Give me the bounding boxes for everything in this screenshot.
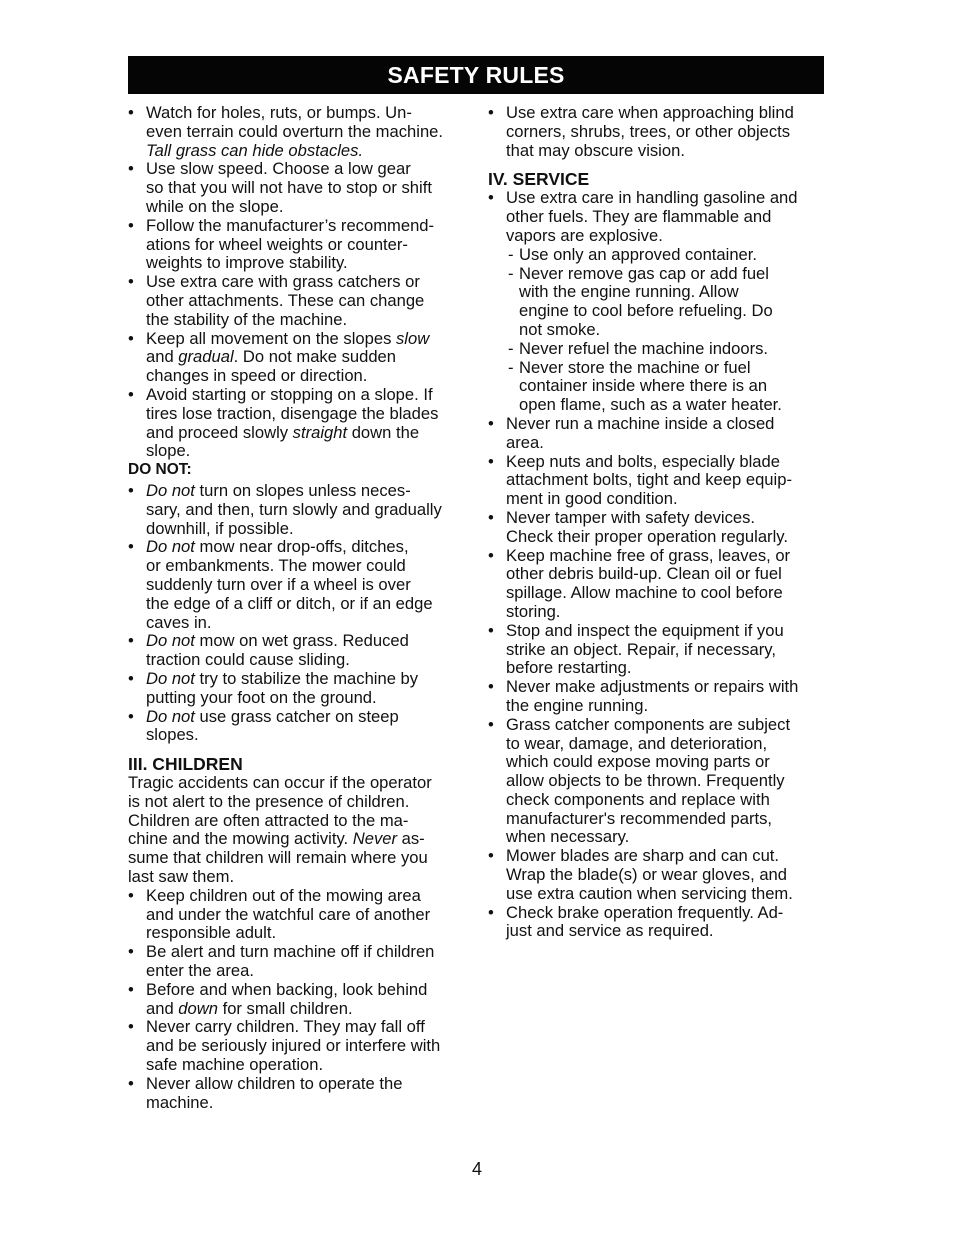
left-column [128, 104, 468, 1112]
bullet-icon: • [488, 507, 494, 527]
list-item: • Do not try to stabilize the machine by putting your foot on the ground. [128, 668, 419, 707]
do-not-heading: DO NOT: [128, 461, 192, 479]
list-item: • Never carry children. They may fall off and be seriously injured or interfere with safe machine operation. [128, 1017, 441, 1075]
list-item: • Do not use grass catcher on steep slopes. [128, 706, 399, 745]
sub-list-item: - Never remove gas cap or add fuel with the engine running. Allow engine to cool before refueling. Do not smoke. [508, 263, 773, 339]
list-item: • Avoid starting or stopping on a slope. If tires lose traction, disengage the blades and proceed slowly straight down the slope. [128, 384, 439, 461]
bullet-icon: • [488, 188, 494, 208]
list-item: • Keep machine free of grass, leaves, or other debris build-up. Clean oil or fuel spillage. Allow machine to cool before storing. [488, 545, 791, 621]
list-item: • Keep children out of the mowing area and under the watchful care of another responsible adult. [128, 885, 431, 943]
list-item: • Follow the manufacturer’s recommend- ations for wheel weights or counter- weights to improve stability. [128, 215, 435, 273]
bullet-icon: • [488, 451, 494, 471]
sub-list-item: - Use only an approved container. [508, 244, 758, 264]
list-item: • Grass catcher components are subject to wear, damage, and deterioration, which could expose moving parts or allow objects to be thrown. Frequently check components and replace with manufacturer's recommended parts, when necessary. [488, 714, 791, 847]
list-item: • Never allow children to operate the machine. [128, 1073, 403, 1112]
bullet-icon: • [488, 103, 494, 122]
bullet-icon: • [128, 1017, 134, 1037]
bullet-icon: • [488, 846, 494, 866]
list-item: • Keep nuts and bolts, especially blade attachment bolts, tight and keep equip- ment in good condition. [488, 451, 792, 509]
bullet-icon: • [488, 714, 494, 734]
bullet-icon: • [128, 537, 134, 557]
list-item: • Check brake operation frequently. Ad- just and service as required. [488, 902, 784, 941]
list-item: • Use slow speed. Choose a low gear so that you will not have to stop or shift while on the slope. [128, 159, 432, 216]
list-item: • Never tamper with safety devices. Check their proper operation regularly. [488, 507, 788, 546]
list-item: • Mower blades are sharp and can cut. Wrap the blade(s) or wear gloves, and use extra caution when servicing them. [488, 846, 793, 903]
bullet-icon: • [128, 631, 134, 651]
bullet-icon: • [128, 979, 134, 999]
dash-icon: - [508, 338, 514, 358]
bullet-icon: • [128, 706, 134, 726]
sub-list-item: - Never store the machine or fuel container inside where there is an open flame, such as a water heater. [508, 357, 782, 415]
dash-icon: - [508, 263, 514, 283]
bullet-icon: • [128, 942, 134, 962]
bullet-icon: • [128, 215, 134, 235]
list-item: • Do not mow near drop-offs, ditches, or embankments. The mower could suddenly turn over if a wheel is over the edge of a cliff or ditch, or if an edge caves in. [128, 537, 433, 632]
list-item: • Before and when backing, look behind and down for small children. [128, 979, 428, 1018]
bullet-icon: • [128, 328, 134, 348]
section-banner [128, 56, 824, 94]
bullet-icon: • [488, 902, 494, 922]
list-item: • Do not turn on slopes unless neces- sary, and then, turn slowly and gradually downhill, if possible. [128, 480, 442, 538]
list-item: • Stop and inspect the equipment if you strike an object. Repair, if necessary, before restarting. [488, 620, 784, 678]
section-heading-service: IV. SERVICE [488, 169, 590, 190]
list-item: • Do not mow on wet grass. Reduced traction could cause sliding. [128, 631, 409, 670]
list-item: • Keep all movement on the slopes slow and gradual. Do not make sudden changes in speed or direction. [128, 328, 430, 386]
bullet-icon: • [128, 885, 134, 905]
list-item: • Use extra care in handling gasoline and other fuels. They are flammable and vapors are explosive. [488, 188, 798, 245]
right-column [488, 104, 824, 941]
bullet-icon: • [128, 159, 134, 179]
list-item: • Use extra care when approaching blind corners, shrubs, trees, or other objects that may obscure vision. [488, 103, 794, 160]
bullet-icon: • [128, 103, 134, 122]
bullet-icon: • [488, 545, 494, 565]
section-heading-children: III. CHILDREN [128, 754, 243, 775]
bullet-icon: • [128, 480, 134, 500]
bullet-icon: • [128, 272, 134, 292]
list-item: • Watch for holes, ruts, or bumps. Un- even terrain could overturn the machine. Tall grass can hide obstacles. [128, 103, 444, 160]
bullet-icon: • [488, 413, 494, 433]
list-item: • Use extra care with grass catchers or other attachments. These can change the stability of the machine. [128, 272, 425, 329]
page-number: 4 [471, 1159, 482, 1179]
children-intro: Tragic accidents can occur if the operator is not alert to the presence of children. Children are often attracted to the ma- chine and the mowing activity. Never as- sume that children will remain where you last saw them. [128, 773, 432, 887]
banner-title: SAFETY RULES [387, 62, 565, 88]
dash-icon: - [508, 357, 514, 377]
list-item: • Be alert and turn machine off if children enter the area. [128, 942, 435, 981]
list-item: • Never make adjustments or repairs with the engine running. [488, 677, 799, 715]
dash-icon: - [508, 244, 514, 264]
bullet-icon: • [488, 677, 494, 697]
bullet-icon: • [128, 1073, 134, 1093]
list-item: • Never run a machine inside a closed area. [488, 413, 775, 452]
bullet-icon: • [128, 384, 134, 404]
sub-list-item: - Never refuel the machine indoors. [508, 338, 769, 358]
bullet-icon: • [128, 668, 134, 688]
bullet-icon: • [488, 620, 494, 640]
